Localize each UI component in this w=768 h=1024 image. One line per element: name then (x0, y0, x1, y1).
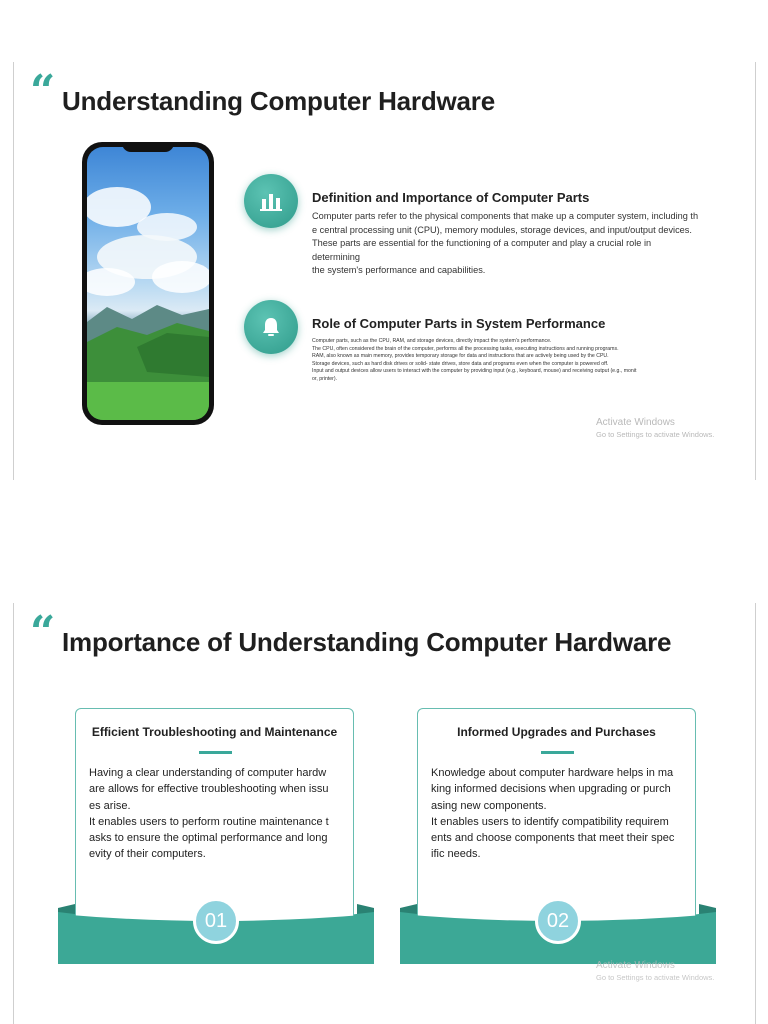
body-line: Computer parts refer to the physical components that make up a computer system, including th (312, 211, 699, 221)
card-line: are allows for effective troubleshooting when issu (89, 783, 329, 796)
card-line: ific needs. (431, 848, 481, 861)
body-line: Computer parts, such as the CPU, RAM, and storage devices, directly impact the system's performance. (312, 338, 552, 344)
activate-line2: Go to Settings to activate Windows. (596, 973, 715, 982)
card-line: asing new components. (431, 799, 547, 812)
card-upgrades (400, 708, 716, 964)
card-text (89, 765, 341, 863)
activate-line1: Activate Windows (596, 417, 675, 428)
slide-understanding-hardware (13, 62, 756, 480)
card-line: Knowledge about computer hardware helps in ma (431, 767, 674, 779)
slide-importance-hardware (13, 603, 756, 1024)
card-line: It enables users to perform routine maintenance t (89, 815, 329, 828)
activate-windows-watermark (596, 960, 714, 984)
activate-windows-watermark (596, 417, 714, 441)
quote-mark-icon: “ (30, 607, 56, 658)
card-line: It enables users to identify compatibility requirem (431, 815, 669, 828)
bar-chart-icon (244, 174, 298, 228)
card-line: es arise. (89, 799, 131, 812)
card-number-badge: 01 (193, 898, 239, 944)
activate-line1: Activate Windows (596, 960, 675, 971)
slide-title: Importance of Understanding Computer Hardware (62, 627, 672, 657)
card-panel (75, 708, 354, 928)
body-line: The CPU, often considered the brain of the computer, performs all the processing tasks, executing instructions and running programs. (312, 345, 619, 352)
body-line: RAM, also known as main memory, provides temporary storage for data and instructions that are actively being used by the CPU. (312, 353, 609, 360)
body-line: Input and output devices allow users to interact with the computer by providing input (e.g., keyboard, mouse) and receiving output (e.g., monit (312, 368, 637, 375)
card-line: ents and choose components that meet their spec (431, 832, 675, 845)
phone-illustration (82, 142, 214, 425)
card-troubleshooting (58, 708, 374, 964)
body-line: or, printer). (312, 375, 338, 382)
body-line: These parts are essential for the functioning of a computer and play a crucial role in determining (312, 238, 652, 262)
feature-body-role (312, 338, 704, 384)
body-line: the system's performance and capabilities. (312, 265, 486, 275)
card-line: Having a clear understanding of computer hardw (89, 767, 327, 779)
card-panel (417, 708, 696, 928)
card-line: evity of their computers. (89, 848, 206, 861)
body-line: Storage devices, such as hard disk drives or solid- state drives, store data and programs even when the computer is powered off. (312, 360, 609, 367)
card-line: king informed decisions when upgrading or purch (431, 783, 671, 796)
slide-title: Understanding Computer Hardware (62, 86, 495, 116)
quote-mark-icon: “ (30, 66, 56, 117)
card-number-badge: 02 (535, 898, 581, 944)
card-line: asks to ensure the optimal performance and long (89, 832, 328, 845)
feature-body-definition (312, 210, 700, 278)
card-title: Informed Upgrades and Purchases (457, 725, 656, 739)
bell-icon (244, 300, 298, 354)
phone-notch (122, 142, 174, 152)
card-title: Efficient Troubleshooting and Maintenance (91, 725, 338, 739)
phone-screen-landscape (87, 147, 209, 420)
card-text (431, 765, 683, 863)
card-divider (541, 751, 574, 754)
feature-heading-definition: Definition and Importance of Computer Parts (312, 190, 590, 205)
body-line: e central processing unit (CPU), memory modules, storage devices, and input/output devices. (312, 224, 692, 235)
card-divider (199, 751, 232, 754)
activate-line2: Go to Settings to activate Windows. (596, 430, 715, 439)
feature-heading-role: Role of Computer Parts in System Performance (312, 316, 606, 331)
landscape-image (87, 147, 209, 420)
